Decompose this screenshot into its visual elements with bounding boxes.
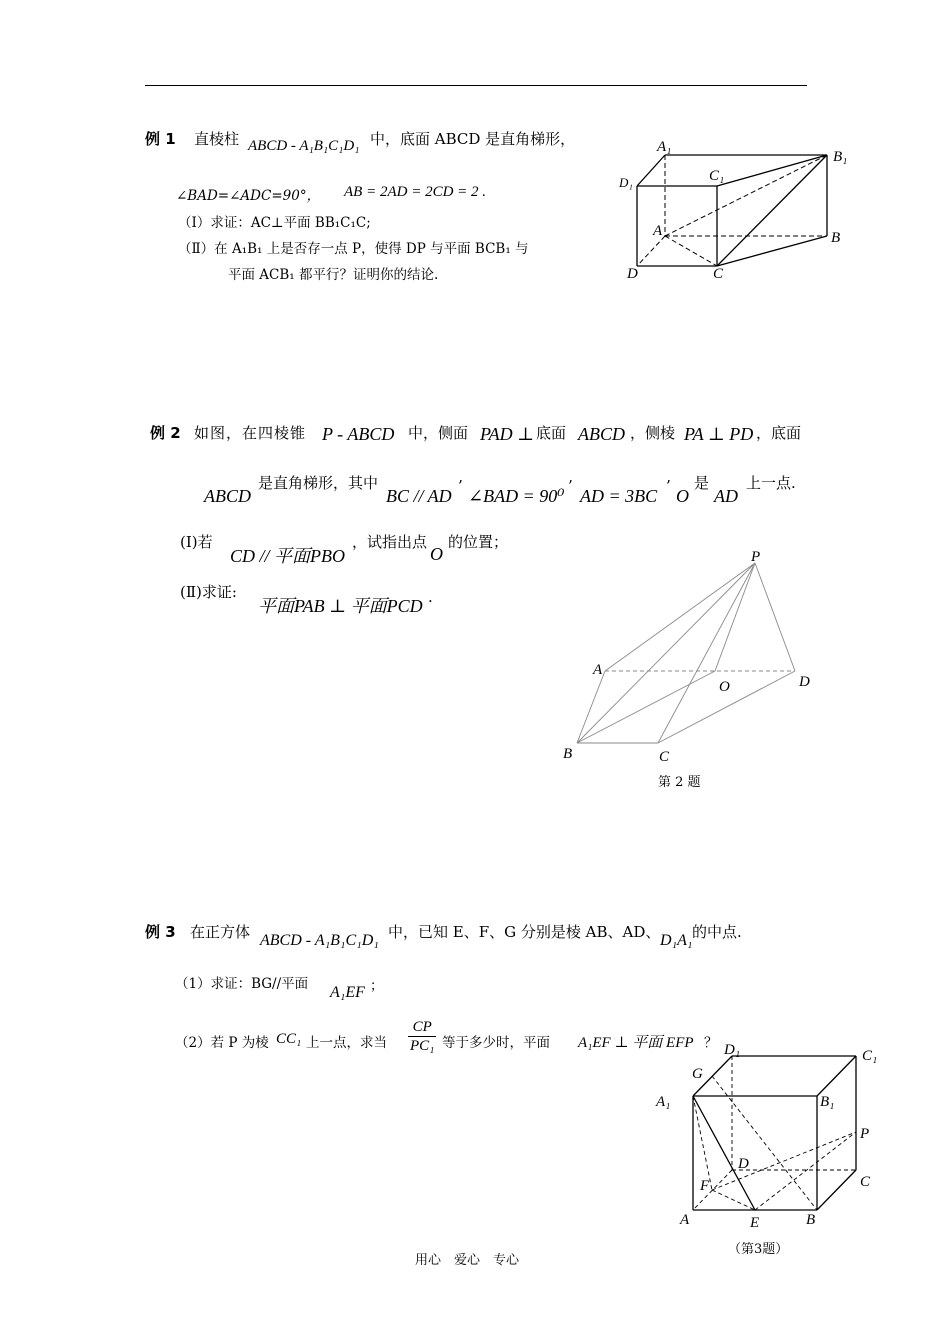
example-2-q2-math: 平面PAB ⊥ 平面PCD [258,596,423,616]
example-2-pyramid: P - ABCD [322,424,395,444]
example-2-o: O [676,486,689,506]
example-2-line1-a: 如图，在四棱锥 [194,424,307,442]
example-3-q2-d: ？ [704,1035,718,1051]
example-2-line1-d: ，侧棱 [630,424,676,442]
example-1-mid: 中，底面 ABCD 是直角梯形， [370,130,576,148]
example-2-q1-a: (Ⅰ)若 [180,533,213,551]
fig1-label-a1: A₁ [657,139,672,155]
fig1-label-c1: C₁ [709,168,725,184]
example-2-line1-e: ，底面 [756,424,802,442]
example-1-lengths: AB = 2AD = 2CD = 2 . [344,184,487,200]
example-2-q1-o: O [430,544,443,564]
example-1-question-2a: （Ⅱ）在 A₁B₁ 上是否存一点 P，使得 DP 与平面 BCB₁ 与 [178,241,529,257]
example-3-q1-math: A₁EF [330,984,365,1001]
figure-3-caption: （第3题） [728,1242,789,1257]
fig1-label-d: D [627,266,638,282]
example-3-intro: 在正方体 [190,923,251,941]
fig3-label-d1: D₁ [724,1042,741,1058]
example-1-question-1: （Ⅰ）求证：AC⊥平面 BB₁C₁C; [178,215,371,231]
fig3-label-a1: A₁ [656,1094,671,1110]
example-2-line1-b: 中，侧面 [408,424,469,442]
example-2-line2-c: 上一点. [746,474,796,492]
fig3-label-b1: B₁ [820,1094,835,1110]
example-2-ad-3bc: AD = 3BC [580,486,658,506]
fig3-label-e: E [750,1215,760,1231]
example-2-comma-3: ’ [666,477,671,495]
fig3-label-a: A [680,1212,690,1228]
example-2-q2-b: . [428,588,433,606]
fig1-label-d1: D₁ [619,175,633,190]
fig1-label-c: C [713,266,724,282]
fig3-label-p: P [860,1126,870,1142]
example-1-prism: ABCD - A₁B₁C₁D₁ [248,138,360,154]
example-2-q2-a: (Ⅱ)求证: [180,583,237,601]
example-2-comma-2: ’ [568,477,573,495]
figure-2-pyramid [555,550,825,790]
example-2-q1-b: ，试指出点 [352,533,428,551]
example-3-mid: 中，已知 E、F、G 分别是棱 AB、AD、 [388,923,661,941]
fig2-label-c: C [659,749,670,765]
fig1-label-b1: B₁ [833,149,848,165]
example-2-angle: ∠BAD = 90⁰ [468,486,565,506]
example-1-label: 例 1 [145,130,176,148]
example-2-q1-c: 的位置； [448,533,509,551]
example-3-q2-c: 等于多少时，平面 [442,1035,550,1051]
fig3-label-d: D [738,1156,749,1172]
example-3-end: 的中点. [692,923,742,941]
example-3-cc1: CC₁ [276,1031,302,1047]
example-2-abcd: ABCD [578,424,625,444]
fraction-numerator: CP [408,1018,436,1037]
fig2-label-p: P [751,549,761,565]
page-footer: 用心 爱心 专心 [415,1253,520,1268]
example-3-q2-math: A₁EF ⊥ 平面 EFP [578,1035,694,1051]
fig1-label-b: B [831,230,841,246]
example-3-q2-a: （2）若 P 为棱 [175,1035,269,1051]
example-2-ad-2: AD [714,486,738,506]
figure-3-cube [650,1040,890,1240]
example-2-bc-ad: BC // AD [386,486,452,506]
example-3-d1a1: D₁A₁ [660,932,693,949]
fig1-label-a: A [653,223,663,239]
example-2-label: 例 2 [150,424,181,442]
example-1-question-2b: 平面 ACB₁ 都平行？证明你的结论. [228,267,439,283]
example-3-q1-a: （1）求证：BG//平面 [175,976,309,992]
fig3-label-c: C [860,1174,871,1190]
example-2-line1-c: 底面 [536,424,567,442]
fraction-denominator: PC₁ [410,1038,435,1054]
example-2-line2-a: 是直角梯形，其中 [258,474,379,492]
fig3-label-f: F [700,1178,710,1194]
fig3-label-g: G [692,1066,703,1082]
example-2-line2-b: 是 [694,474,710,492]
example-3-label: 例 3 [145,923,176,941]
example-1-intro: 直棱柱 [194,130,240,148]
fig2-label-b: B [563,746,573,762]
example-2-comma-1: ’ [458,477,463,495]
example-2-pad: PAD ⊥ [480,424,535,444]
example-2-abcd-2: ABCD [204,486,251,506]
example-2-q1-math: CD // 平面PBO [230,546,345,566]
fig3-label-c1: C₁ [862,1048,878,1064]
example-2-pa-pd: PA ⊥ PD [684,424,754,444]
example-1-angle: ∠BAD=∠ADC=90°， [176,188,321,204]
example-3-fraction [408,1018,436,1055]
figure-2-caption: 第 2 题 [658,775,701,790]
fig2-label-a: A [593,662,603,678]
figure-1-prism [615,135,855,285]
example-3-q1-b: ； [370,978,384,994]
fig2-label-d: D [799,674,810,690]
example-3-q2-b: 上一点，求当 [306,1035,387,1051]
header-rule [145,85,807,86]
example-3-cube: ABCD - A₁B₁C₁D₁ [260,932,379,949]
fig2-label-o: O [719,679,730,695]
fig3-label-b: B [806,1212,816,1228]
